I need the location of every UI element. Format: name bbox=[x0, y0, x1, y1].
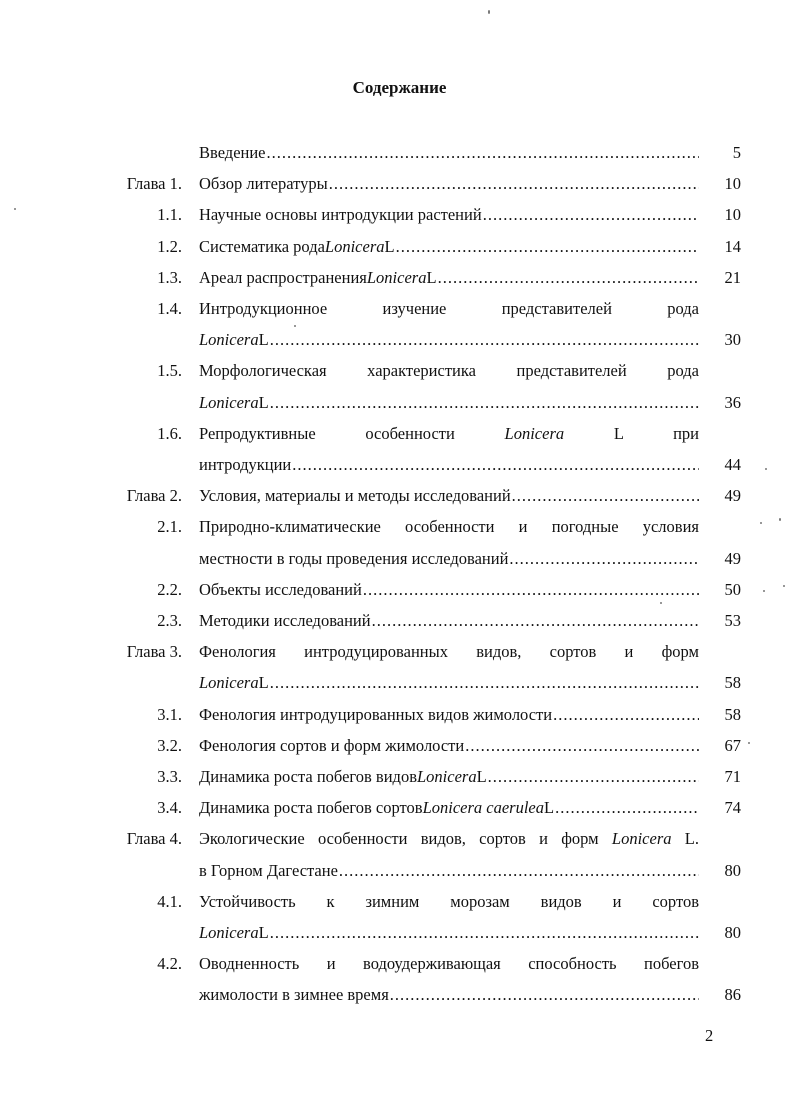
entry-title bbox=[199, 329, 699, 351]
entry-text: Lonicera caerulea bbox=[422, 798, 545, 818]
scan-speck bbox=[14, 208, 16, 210]
entry-text: Lonicera bbox=[199, 392, 259, 412]
entry-text: L bbox=[258, 392, 269, 412]
entry-text: Lonicera bbox=[199, 923, 259, 942]
entry-text: L bbox=[258, 330, 269, 350]
entry-text: Методики исследований bbox=[199, 611, 371, 630]
scan-speck bbox=[763, 590, 765, 592]
toc-entry bbox=[0, 236, 799, 258]
entry-text: в Горном Дагестане bbox=[199, 860, 338, 880]
dot-leader bbox=[267, 142, 699, 164]
toc-entry bbox=[0, 485, 799, 507]
toc-entry-continuation bbox=[0, 984, 799, 1006]
toc-entry-continuation bbox=[0, 454, 799, 476]
entry-text: Динамика роста побегов сортов bbox=[199, 798, 423, 818]
dot-leader bbox=[509, 548, 699, 570]
entry-page: 10 bbox=[724, 174, 741, 194]
entry-page: 10 bbox=[724, 205, 741, 225]
entry-text: Lonicera bbox=[324, 236, 385, 256]
entry-number: 1.2. bbox=[157, 236, 182, 256]
entry-title bbox=[199, 173, 699, 195]
entry-page: 67 bbox=[724, 735, 741, 755]
dot-leader bbox=[488, 766, 699, 788]
dot-leader bbox=[270, 329, 699, 351]
entry-text: Lonicera bbox=[366, 267, 427, 287]
toc-entry bbox=[0, 641, 799, 663]
entry-text: Обзор литературы bbox=[199, 174, 328, 194]
entry-title-line bbox=[199, 828, 699, 850]
toc-entry bbox=[0, 704, 799, 726]
entry-text: Фенология сортов и форм жимолости bbox=[199, 735, 465, 755]
entry-number: 2.1. bbox=[157, 517, 182, 537]
toc-entry-continuation bbox=[0, 329, 799, 351]
scan-speck bbox=[294, 325, 296, 327]
entry-title bbox=[199, 766, 699, 788]
dot-leader bbox=[555, 797, 699, 819]
entry-text: L bbox=[258, 923, 269, 942]
entry-text: Введение bbox=[199, 143, 266, 162]
entry-text: при bbox=[673, 423, 699, 443]
entry-page: 50 bbox=[724, 579, 741, 599]
entry-number: 3.1. bbox=[157, 704, 182, 724]
entry-title-line: Устойчивость к зимним морозам видов и сортов bbox=[199, 891, 699, 911]
entry-page: 53 bbox=[724, 611, 741, 630]
entry-title bbox=[199, 204, 699, 226]
entry-number: 4.1. bbox=[157, 891, 182, 911]
scan-speck bbox=[765, 468, 767, 470]
page-number: 2 bbox=[705, 1026, 714, 1045]
scan-speck bbox=[488, 10, 490, 14]
entry-text: Ареал распространения bbox=[199, 267, 367, 287]
entry-title bbox=[199, 610, 699, 632]
dot-leader bbox=[339, 860, 699, 882]
entry-title bbox=[199, 454, 699, 476]
entry-text: Lonicera bbox=[199, 673, 259, 693]
dot-leader bbox=[270, 922, 699, 944]
entry-page: 58 bbox=[724, 704, 741, 724]
toc-entry bbox=[0, 267, 799, 289]
entry-text: Lonicera bbox=[611, 829, 672, 849]
entry-text: Фенология интродуцированных видов жимолости bbox=[199, 704, 553, 724]
toc-entry bbox=[0, 610, 799, 632]
toc-entry bbox=[0, 735, 799, 757]
entry-title bbox=[199, 735, 699, 757]
entry-title bbox=[199, 579, 699, 601]
entry-page: 49 bbox=[724, 486, 741, 506]
entry-title bbox=[199, 267, 699, 289]
entry-text: жимолости в зимнее время bbox=[199, 985, 389, 1005]
scan-speck bbox=[760, 522, 762, 524]
entry-page: 14 bbox=[724, 236, 741, 256]
entry-text: Объекты исследований bbox=[199, 579, 362, 599]
entry-text: L bbox=[384, 236, 395, 256]
toc-entry bbox=[0, 360, 799, 382]
entry-text: L bbox=[544, 798, 555, 818]
entry-page: 21 bbox=[724, 267, 741, 287]
toc-entry bbox=[0, 766, 799, 788]
toc-entry bbox=[0, 953, 799, 975]
toc-entry-continuation bbox=[0, 922, 799, 944]
toc-entry-continuation bbox=[0, 860, 799, 882]
entry-number: 1.5. bbox=[157, 361, 182, 381]
entry-page: 44 bbox=[724, 455, 741, 474]
scan-speck bbox=[748, 742, 750, 744]
dot-leader bbox=[553, 704, 699, 726]
entry-number: 3.2. bbox=[157, 735, 182, 755]
entry-text: Экологические особенности видов, сортов и форм bbox=[199, 829, 612, 849]
toc-entry-continuation bbox=[0, 672, 799, 694]
entry-number: Глава 3. bbox=[126, 642, 182, 662]
dot-leader bbox=[438, 267, 699, 289]
dot-leader bbox=[465, 735, 699, 757]
entry-title bbox=[199, 984, 699, 1006]
scan-speck bbox=[783, 585, 785, 587]
dot-leader bbox=[512, 485, 699, 507]
toc-entry bbox=[0, 891, 799, 913]
entry-title-line bbox=[199, 423, 699, 445]
entry-text: интродукции bbox=[199, 455, 292, 474]
entry-title bbox=[199, 236, 699, 258]
entry-text: Lonicera bbox=[504, 423, 565, 443]
entry-number: 1.6. bbox=[157, 423, 182, 443]
toc-entry bbox=[0, 298, 799, 320]
dot-leader bbox=[363, 579, 699, 601]
entry-title-line: Интродукционное изучение представителей рода bbox=[199, 299, 699, 318]
toc-entry-continuation bbox=[0, 392, 799, 414]
entry-page: 30 bbox=[724, 330, 741, 350]
toc-entry bbox=[0, 579, 799, 601]
entry-title bbox=[199, 922, 699, 944]
entry-title bbox=[199, 704, 699, 726]
entry-title bbox=[199, 797, 699, 819]
entry-title bbox=[199, 860, 699, 882]
entry-number: 1.4. bbox=[157, 299, 182, 318]
entry-page: 71 bbox=[724, 767, 741, 786]
entry-text: L bbox=[476, 767, 487, 786]
toc-entry bbox=[0, 423, 799, 445]
toc-entry bbox=[0, 173, 799, 195]
dot-leader bbox=[396, 236, 699, 258]
entry-number: 3.3. bbox=[157, 767, 182, 786]
toc-entry-continuation bbox=[0, 548, 799, 570]
entry-title-line: Морфологическая характеристика представителей рода bbox=[199, 361, 699, 381]
toc-entry bbox=[0, 204, 799, 226]
entry-text: L bbox=[426, 267, 437, 287]
entry-page: 36 bbox=[724, 392, 741, 412]
entry-title bbox=[199, 672, 699, 694]
entry-number: 4.2. bbox=[157, 954, 182, 974]
entry-page: 80 bbox=[724, 860, 741, 880]
entry-number: Глава 2. bbox=[126, 486, 182, 506]
dot-leader bbox=[372, 610, 699, 632]
scan-speck bbox=[660, 602, 662, 604]
entry-number: 1.1. bbox=[157, 205, 182, 225]
entry-text: Lonicera bbox=[199, 330, 259, 350]
dot-leader bbox=[270, 392, 699, 414]
entry-text: L bbox=[258, 673, 269, 693]
entry-number: 2.2. bbox=[157, 579, 182, 599]
entry-text: Условия, материалы и методы исследований bbox=[199, 486, 511, 506]
dot-leader bbox=[292, 454, 699, 476]
entry-text: Репродуктивные bbox=[199, 423, 316, 443]
entry-title bbox=[199, 548, 699, 570]
scan-speck bbox=[779, 518, 781, 521]
entry-title bbox=[199, 485, 699, 507]
toc-entry bbox=[0, 797, 799, 819]
entry-title bbox=[199, 392, 699, 414]
entry-number: Глава 1. bbox=[126, 174, 182, 194]
page-title: Содержание bbox=[352, 78, 447, 97]
entry-page: 86 bbox=[724, 985, 741, 1005]
entry-page: 58 bbox=[724, 673, 741, 693]
entry-title-line: Оводненность и водоудерживающая способность побегов bbox=[199, 954, 699, 974]
entry-title bbox=[199, 142, 699, 164]
entry-text: Lonicera bbox=[416, 767, 477, 786]
entry-text: особенности bbox=[365, 423, 455, 443]
entry-title-line: Фенология интродуцированных видов, сортов и форм bbox=[199, 642, 699, 662]
dot-leader bbox=[270, 672, 699, 694]
entry-text: Научные основы интродукции растений bbox=[199, 205, 482, 225]
entry-text: Систематика рода bbox=[199, 236, 325, 256]
entry-page: 49 bbox=[724, 548, 741, 568]
entry-text: местности в годы проведения исследований bbox=[199, 548, 509, 568]
dot-leader bbox=[390, 984, 699, 1006]
entry-page: 5 bbox=[732, 143, 741, 162]
entry-title-line: Природно-климатические особенности и погодные условия bbox=[199, 517, 699, 537]
entry-page: 80 bbox=[724, 923, 741, 942]
entry-number: 1.3. bbox=[157, 267, 182, 287]
dot-leader bbox=[483, 204, 699, 226]
toc-entry bbox=[0, 142, 799, 164]
dot-leader bbox=[329, 173, 699, 195]
entry-number: Глава 4. bbox=[126, 829, 182, 849]
toc-entry bbox=[0, 516, 799, 538]
entry-text: L bbox=[613, 423, 624, 443]
entry-number: 3.4. bbox=[157, 798, 182, 818]
entry-page: 74 bbox=[724, 798, 741, 818]
entry-text: Динамика роста побегов видов bbox=[199, 767, 417, 786]
entry-number: 2.3. bbox=[157, 611, 182, 630]
toc-entry bbox=[0, 828, 799, 850]
entry-text: L. bbox=[684, 829, 699, 849]
